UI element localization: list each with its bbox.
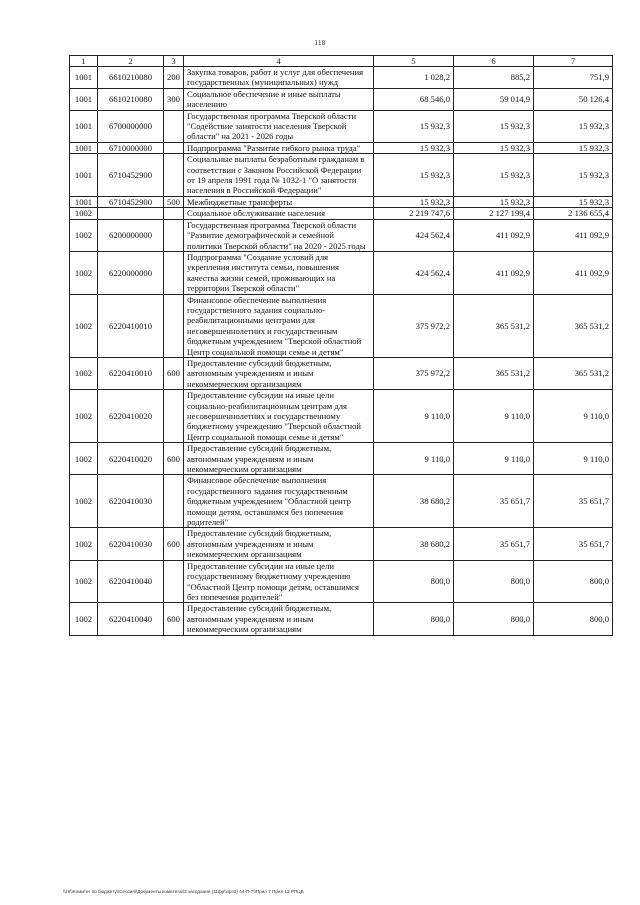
amount-year-3-cell: 365 531,2 <box>534 357 613 389</box>
expense-type-cell: 600 <box>164 443 184 475</box>
expense-type-cell: 500 <box>164 196 184 207</box>
description-cell: Закупка товаров, работ и услуг для обеспечения государственных (муниципальных) нужд <box>184 67 374 89</box>
amount-year-2-cell: 15 932,3 <box>454 142 534 153</box>
section-code-cell: 1001 <box>70 67 98 89</box>
table-row <box>70 294 613 357</box>
amount-year-3-cell: 411 092,9 <box>534 219 613 251</box>
description-cell: Предоставление субсидий бюджетным, автономным учреждениям и иным некоммерческим организациям <box>184 443 374 475</box>
section-code-cell: 1002 <box>70 603 98 635</box>
target-article-cell: 6610210080 <box>98 67 164 89</box>
amount-year-1-cell: 424 562,4 <box>374 219 454 251</box>
amount-year-1-cell: 15 932,3 <box>374 110 454 142</box>
table-body <box>70 67 613 636</box>
column-header: 4 <box>184 56 374 67</box>
description-cell: Подпрограмма "Развитие гибкого рынка труда" <box>184 142 374 153</box>
expense-type-cell: 600 <box>164 528 184 560</box>
description-cell: Социальные выплаты безработным гражданам в соответствии с Законом Российской Федерации от 19 апреля 1991 года № 1032-1 "О занятости населения в Российской Федерации" <box>184 154 374 197</box>
section-code-cell: 1002 <box>70 219 98 251</box>
section-code-cell: 1001 <box>70 110 98 142</box>
expense-type-cell <box>164 154 184 197</box>
amount-year-1-cell: 1 028,2 <box>374 67 454 89</box>
amount-year-1-cell: 424 562,4 <box>374 251 454 294</box>
expense-type-cell <box>164 475 184 528</box>
target-article-cell: 6220410040 <box>98 560 164 603</box>
expense-type-cell <box>164 219 184 251</box>
section-code-cell: 1002 <box>70 357 98 389</box>
file-path-footer: \\z6\\Комитет по бюджету\\Сессия\\Документы комитета\\3 заседание (11фр\\зрп3) 44-П-7\\Прил 7 Прил 13 РПЦВ <box>63 889 304 894</box>
target-article-cell: 6710452900 <box>98 154 164 197</box>
amount-year-2-cell: 15 932,3 <box>454 110 534 142</box>
amount-year-3-cell: 15 932,3 <box>534 110 613 142</box>
expense-type-cell: 200 <box>164 67 184 89</box>
target-article-cell: 6700000000 <box>98 110 164 142</box>
amount-year-1-cell: 15 932,3 <box>374 142 454 153</box>
description-cell: Предоставление субсидий бюджетным, автономным учреждениям и иным некоммерческим организациям <box>184 357 374 389</box>
table-row <box>70 208 613 219</box>
target-article-cell: 6220410010 <box>98 294 164 357</box>
description-cell: Социальное обеспечение и иные выплаты населению <box>184 88 374 110</box>
amount-year-2-cell: 59 014,9 <box>454 88 534 110</box>
amount-year-2-cell: 35 651,7 <box>454 475 534 528</box>
section-code-cell: 1002 <box>70 294 98 357</box>
table-row <box>70 560 613 603</box>
expense-type-cell <box>164 390 184 443</box>
amount-year-3-cell: 9 110,0 <box>534 443 613 475</box>
amount-year-2-cell: 2 127 199,4 <box>454 208 534 219</box>
table-row <box>70 443 613 475</box>
description-cell: Финансовое обеспечение выполнения государственного задания социально-реабилитационными центрами для несовершеннолетних и государственным бюджетным учреждением "Тверской областной Центр социальной помощи семье и детям" <box>184 294 374 357</box>
expense-type-cell <box>164 142 184 153</box>
target-article-cell: 6710452900 <box>98 196 164 207</box>
table-row <box>70 251 613 294</box>
amount-year-3-cell: 15 932,3 <box>534 142 613 153</box>
description-cell: Финансовое обеспечение выполнения государственного задания государственным бюджетным учреждением "Областной центр помощи детям, оставшимся без попечения родителей" <box>184 475 374 528</box>
amount-year-1-cell: 15 932,3 <box>374 154 454 197</box>
table-row <box>70 475 613 528</box>
section-code-cell: 1001 <box>70 142 98 153</box>
column-header: 3 <box>164 56 184 67</box>
amount-year-1-cell: 68 546,0 <box>374 88 454 110</box>
section-code-cell: 1001 <box>70 88 98 110</box>
table-row <box>70 67 613 89</box>
amount-year-3-cell: 751,9 <box>534 67 613 89</box>
table-row <box>70 154 613 197</box>
table-row <box>70 357 613 389</box>
amount-year-3-cell: 2 136 655,4 <box>534 208 613 219</box>
amount-year-3-cell: 365 531,2 <box>534 294 613 357</box>
expense-type-cell <box>164 560 184 603</box>
table-row <box>70 603 613 635</box>
expense-type-cell: 600 <box>164 603 184 635</box>
description-cell: Предоставление субсидий бюджетным, автономным учреждениям и иным некоммерческим организациям <box>184 528 374 560</box>
target-article-cell: 6200000000 <box>98 219 164 251</box>
amount-year-2-cell: 800,0 <box>454 560 534 603</box>
amount-year-3-cell: 35 651,7 <box>534 528 613 560</box>
section-code-cell: 1002 <box>70 528 98 560</box>
amount-year-2-cell: 35 651,7 <box>454 528 534 560</box>
target-article-cell <box>98 208 164 219</box>
amount-year-2-cell: 15 932,3 <box>454 196 534 207</box>
section-code-cell: 1002 <box>70 560 98 603</box>
target-article-cell: 6220000000 <box>98 251 164 294</box>
description-cell: Предоставление субсидий бюджетным, автономным учреждениям и иным некоммерческим организациям <box>184 603 374 635</box>
amount-year-2-cell: 411 092,9 <box>454 219 534 251</box>
table-row <box>70 390 613 443</box>
amount-year-1-cell: 800,0 <box>374 603 454 635</box>
description-cell: Государственная программа Тверской области "Развитие демографической и семейной политики Тверской области" на 2020 - 2025 годы <box>184 219 374 251</box>
amount-year-3-cell: 9 110,0 <box>534 390 613 443</box>
amount-year-2-cell: 9 110,0 <box>454 390 534 443</box>
expense-type-cell: 600 <box>164 357 184 389</box>
table-row <box>70 219 613 251</box>
amount-year-3-cell: 800,0 <box>534 560 613 603</box>
amount-year-2-cell: 800,0 <box>454 603 534 635</box>
description-cell: Государственная программа Тверской области "Содействие занятости населения Тверской области" на 2021 - 2026 годы <box>184 110 374 142</box>
amount-year-1-cell: 15 932,3 <box>374 196 454 207</box>
column-header: 1 <box>70 56 98 67</box>
section-code-cell: 1002 <box>70 475 98 528</box>
target-article-cell: 6220410010 <box>98 357 164 389</box>
description-cell: Межбюджетные трансферты <box>184 196 374 207</box>
target-article-cell: 6220410020 <box>98 443 164 475</box>
amount-year-1-cell: 38 680,2 <box>374 528 454 560</box>
amount-year-3-cell: 15 932,3 <box>534 154 613 197</box>
target-article-cell: 6220410020 <box>98 390 164 443</box>
target-article-cell: 6610210080 <box>98 88 164 110</box>
section-code-cell: 1002 <box>70 443 98 475</box>
section-code-cell: 1002 <box>70 208 98 219</box>
section-code-cell: 1001 <box>70 154 98 197</box>
amount-year-1-cell: 9 110,0 <box>374 390 454 443</box>
amount-year-1-cell: 375 972,2 <box>374 294 454 357</box>
section-code-cell: 1002 <box>70 390 98 443</box>
description-cell: Предоставление субсидии на иные цели государственному бюджетному учреждению "Областной Центр помощи детям, оставшимся без попечения родителей" <box>184 560 374 603</box>
description-cell: Социальное обслуживание населения <box>184 208 374 219</box>
description-cell: Предоставление субсидии на иные цели социально-реабилитационным центрам для несовершеннолетних и государственному бюджетному учреждению "Тверской областной Центр социальной помощи семье и детям" <box>184 390 374 443</box>
column-header: 7 <box>534 56 613 67</box>
amount-year-1-cell: 800,0 <box>374 560 454 603</box>
table-row <box>70 528 613 560</box>
table-row <box>70 88 613 110</box>
table-row <box>70 110 613 142</box>
target-article-cell: 6710000000 <box>98 142 164 153</box>
expense-type-cell <box>164 208 184 219</box>
amount-year-2-cell: 9 110,0 <box>454 443 534 475</box>
amount-year-3-cell: 411 092,9 <box>534 251 613 294</box>
amount-year-3-cell: 50 126,4 <box>534 88 613 110</box>
table-row <box>70 142 613 153</box>
amount-year-3-cell: 35 651,7 <box>534 475 613 528</box>
amount-year-1-cell: 375 972,2 <box>374 357 454 389</box>
expense-type-cell <box>164 110 184 142</box>
table-row <box>70 196 613 207</box>
expense-type-cell <box>164 294 184 357</box>
amount-year-2-cell: 411 092,9 <box>454 251 534 294</box>
target-article-cell: 6220410030 <box>98 475 164 528</box>
column-header: 6 <box>454 56 534 67</box>
amount-year-2-cell: 365 531,2 <box>454 357 534 389</box>
section-code-cell: 1002 <box>70 251 98 294</box>
amount-year-3-cell: 15 932,3 <box>534 196 613 207</box>
column-header: 5 <box>374 56 454 67</box>
target-article-cell: 6220410030 <box>98 528 164 560</box>
amount-year-1-cell: 9 110,0 <box>374 443 454 475</box>
target-article-cell: 6220410040 <box>98 603 164 635</box>
amount-year-2-cell: 885,2 <box>454 67 534 89</box>
page-number: 118 <box>314 39 326 47</box>
amount-year-3-cell: 800,0 <box>534 603 613 635</box>
amount-year-2-cell: 15 932,3 <box>454 154 534 197</box>
section-code-cell: 1001 <box>70 196 98 207</box>
expense-type-cell: 300 <box>164 88 184 110</box>
description-cell: Подпрограмма "Создание условий для укрепления института семьи, повышения качества жизни семей, проживающих на территории Тверской области" <box>184 251 374 294</box>
amount-year-1-cell: 38 680,2 <box>374 475 454 528</box>
column-header: 2 <box>98 56 164 67</box>
budget-table <box>69 55 613 636</box>
expense-type-cell <box>164 251 184 294</box>
amount-year-1-cell: 2 219 747,6 <box>374 208 454 219</box>
amount-year-2-cell: 365 531,2 <box>454 294 534 357</box>
column-header-row <box>70 56 613 67</box>
